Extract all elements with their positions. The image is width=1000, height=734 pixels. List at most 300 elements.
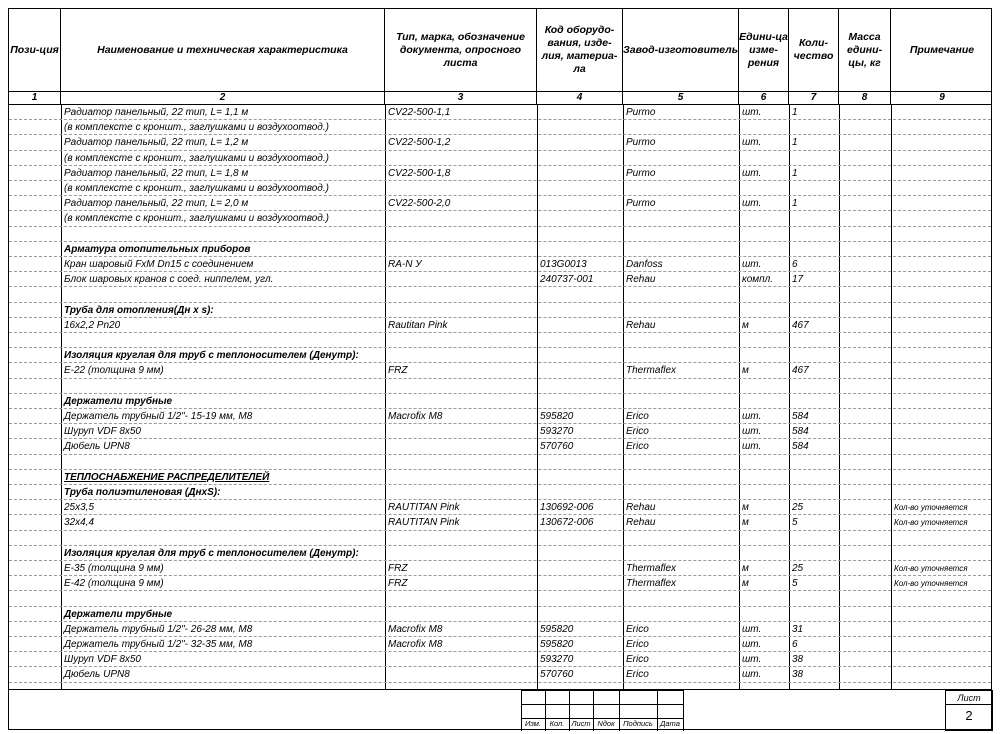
cell-qty: 31	[792, 623, 804, 635]
cell-type	[385, 151, 537, 166]
table-row	[9, 379, 991, 394]
cell-code	[537, 151, 623, 166]
table-row	[9, 120, 991, 135]
cell-unit: м	[742, 578, 749, 590]
cell-qty: 584	[792, 411, 809, 422]
table-row	[9, 470, 991, 485]
cell-code: 570760	[540, 669, 574, 681]
cell-qty: 25	[792, 563, 804, 574]
cell-maker: Rehau	[626, 502, 656, 514]
column-number: 2	[61, 92, 385, 104]
cell-code	[537, 379, 623, 394]
cell-code: 593270	[540, 654, 574, 666]
cell-type: Macrofix M8	[388, 639, 443, 650]
cell-type	[385, 181, 537, 196]
header-name: Наименование и техническая характеристика	[61, 9, 385, 91]
cell-maker	[623, 303, 739, 318]
cell-name: Держатель трубный 1/2"- 32-35 мм, М8	[64, 639, 253, 650]
header-qty: Коли-чество	[789, 9, 839, 91]
cell-maker	[623, 379, 739, 394]
cell-maker	[623, 394, 739, 409]
cell-maker: Erico	[626, 654, 649, 666]
table-row	[9, 166, 991, 181]
cell-code	[537, 607, 623, 622]
cell-maker	[623, 531, 739, 546]
cell-note	[891, 135, 993, 150]
cell-unit	[739, 120, 789, 135]
cell-type: CV22-500-1,8	[388, 167, 451, 179]
cell-qty: 1	[792, 107, 798, 118]
cell-type	[385, 652, 537, 667]
cell-unit: шт.	[742, 107, 762, 118]
cell-qty: 1	[792, 167, 798, 179]
cell-qty	[789, 470, 839, 485]
cell-note	[891, 379, 993, 394]
cell-unit: компл.	[742, 274, 774, 286]
cell-note	[891, 348, 993, 363]
cell-code	[537, 166, 623, 181]
table-row	[9, 439, 991, 454]
cell-maker	[623, 607, 739, 622]
cell-maker: Purmo	[626, 198, 656, 210]
cell-qty	[789, 379, 839, 394]
cell-note	[891, 409, 993, 424]
cell-name: 16x2,2 Pn20	[64, 319, 121, 331]
cell-type	[385, 546, 537, 561]
cell-qty	[789, 333, 839, 348]
column-number: 4	[537, 92, 623, 104]
cell-qty	[789, 531, 839, 546]
table-row	[9, 546, 991, 561]
cell-unit	[739, 394, 789, 409]
cell-note	[891, 652, 993, 667]
cell-qty: 38	[792, 669, 804, 681]
cell-note	[891, 622, 993, 637]
cell-type	[385, 470, 537, 485]
cell-qty	[789, 303, 839, 318]
cell-name: Блок шаровых кранов с соед. ниппелем, угл.	[64, 274, 274, 286]
cell-maker: Danfoss	[626, 259, 663, 270]
cell-maker: Erico	[626, 426, 649, 438]
cell-note	[891, 637, 993, 652]
cell-code	[537, 561, 623, 576]
cell-unit	[739, 546, 789, 561]
table-body	[9, 105, 991, 689]
table-row	[9, 394, 991, 409]
cell-name: Труба для отопления(Дн x s):	[64, 304, 214, 316]
cell-name: Труба полиэтиленовая (ДнхS):	[64, 487, 221, 498]
cell-name: Радиатор панельный, 22 тип, L= 2,0 м	[64, 198, 249, 210]
cell-unit	[739, 333, 789, 348]
cell-name: Дюбель UPN8	[64, 441, 130, 453]
cell-qty: 584	[792, 426, 809, 438]
cell-maker	[623, 181, 739, 196]
cell-maker	[623, 485, 739, 500]
cell-note	[891, 424, 993, 439]
cell-qty: 6	[792, 259, 798, 270]
cell-type: CV22-500-2,0	[388, 198, 451, 210]
cell-name: 25x3,5	[64, 502, 95, 514]
cell-unit: шт.	[742, 411, 762, 422]
table-row	[9, 227, 991, 242]
table-row	[9, 287, 991, 302]
cell-unit: шт.	[742, 167, 762, 179]
cell-type	[385, 120, 537, 135]
cell-code: 595820	[540, 623, 574, 635]
cell-type: Rautitan Pink	[388, 319, 448, 331]
cell-name: Радиатор панельный, 22 тип, L= 1,1 м	[64, 107, 249, 118]
cell-qty: 6	[792, 639, 798, 650]
table-row	[9, 500, 991, 515]
cell-name: Держатели трубные	[64, 608, 173, 620]
column-number: 3	[385, 92, 537, 104]
table-row	[9, 622, 991, 637]
cell-type: RAUTITAN Pink	[388, 517, 460, 529]
cell-maker	[623, 227, 739, 242]
cell-name	[61, 531, 385, 546]
cell-unit	[739, 379, 789, 394]
cell-name: Держатели трубные	[64, 395, 173, 407]
cell-name	[61, 287, 385, 302]
table-row	[9, 135, 991, 150]
table-row	[9, 211, 991, 226]
cell-name: 32x4,4	[64, 517, 95, 529]
cell-qty	[789, 591, 839, 606]
cell-type	[385, 531, 537, 546]
cell-unit: м	[742, 517, 749, 529]
cell-code	[537, 105, 623, 120]
cell-code: 593270	[540, 426, 574, 438]
cell-qty: 5	[792, 578, 798, 590]
sheet-number: 2	[965, 708, 973, 723]
title-block-label: Изм.	[525, 719, 541, 728]
cell-note: Кол-во уточняется	[894, 579, 968, 589]
cell-name: Изоляция круглая для труб с теплоносителем (Денутр):	[64, 350, 359, 362]
cell-code	[537, 333, 623, 348]
cell-maker: Purmo	[626, 107, 656, 118]
cell-type: RAUTITAN Pink	[388, 502, 460, 514]
cell-code	[537, 485, 623, 500]
sheet-label: Лист	[957, 693, 981, 703]
cell-name: Радиатор панельный, 22 тип, L= 1,8 м	[64, 167, 249, 179]
sheet-number-divider	[945, 704, 993, 705]
cell-code	[537, 287, 623, 302]
cell-note	[891, 531, 993, 546]
cell-type	[385, 272, 537, 287]
cell-unit	[739, 531, 789, 546]
cell-name	[61, 333, 385, 348]
cell-type	[385, 379, 537, 394]
cell-unit: шт.	[742, 623, 762, 635]
table-row	[9, 303, 991, 318]
cell-unit	[739, 591, 789, 606]
cell-maker: Erico	[626, 441, 649, 453]
cell-note	[891, 211, 993, 226]
cell-name: Держатель трубный 1/2"- 26-28 мм, М8	[64, 623, 253, 635]
cell-unit	[739, 348, 789, 363]
title-block-label: Подпись	[623, 719, 653, 728]
table-row	[9, 652, 991, 667]
cell-type	[385, 211, 537, 226]
cell-type: FRZ	[388, 365, 408, 377]
table-row	[9, 531, 991, 546]
cell-unit	[739, 607, 789, 622]
cell-qty	[789, 242, 839, 257]
cell-unit: м	[742, 319, 749, 331]
cell-unit	[739, 211, 789, 226]
column-number: 7	[789, 92, 839, 104]
cell-name: Шуруп VDF 8x50	[64, 654, 141, 666]
cell-unit	[739, 303, 789, 318]
cell-qty: 467	[792, 319, 809, 331]
cell-name: Шуруп VDF 8x50	[64, 426, 141, 438]
column-number: 6	[739, 92, 789, 104]
cell-type	[385, 424, 537, 439]
cell-unit: шт.	[742, 639, 762, 650]
header-unit: Едини-ца изме-рения	[739, 9, 789, 91]
header-note: Примечание	[909, 43, 975, 56]
cell-name: (в комплексте с кроншт., заглушками и воздухоотвод.)	[64, 122, 329, 134]
cell-code	[537, 591, 623, 606]
cell-maker	[623, 455, 739, 470]
cell-qty	[789, 485, 839, 500]
cell-unit: м	[742, 563, 749, 574]
cell-unit	[739, 227, 789, 242]
cell-maker	[623, 333, 739, 348]
cell-code	[537, 546, 623, 561]
cell-note	[891, 303, 993, 318]
cell-qty	[789, 151, 839, 166]
cell-unit	[739, 242, 789, 257]
cell-note	[891, 105, 993, 120]
cell-qty	[789, 227, 839, 242]
cell-type: CV22-500-1,2	[388, 137, 451, 149]
cell-qty	[789, 455, 839, 470]
cell-code: 570760	[540, 441, 574, 453]
cell-unit	[739, 151, 789, 166]
cell-name: Радиатор панельный, 22 тип, L= 1,2 м	[64, 137, 249, 149]
title-block-row-line	[521, 704, 683, 705]
cell-name: (в комплексте с кроншт., заглушками и воздухоотвод.)	[64, 213, 329, 225]
cell-name: Держатель трубный 1/2"- 15-19 мм, М8	[64, 411, 253, 422]
cell-note	[891, 196, 993, 211]
cell-code: 240737-001	[540, 274, 594, 286]
cell-qty	[789, 287, 839, 302]
cell-name: ТЕПЛОСНАБЖЕНИЕ РАСПРЕДЕЛИТЕЛЕЙ	[64, 471, 270, 483]
cell-type	[385, 607, 537, 622]
cell-maker	[623, 591, 739, 606]
cell-maker: Rehau	[626, 274, 656, 286]
table-row	[9, 318, 991, 333]
column-number-row	[9, 91, 991, 105]
cell-note	[891, 591, 993, 606]
cell-code	[537, 181, 623, 196]
table-row	[9, 455, 991, 470]
cell-maker: Erico	[626, 623, 649, 635]
cell-qty: 17	[792, 274, 804, 286]
table-row	[9, 348, 991, 363]
cell-type	[385, 485, 537, 500]
cell-note	[891, 667, 993, 682]
cell-note	[891, 333, 993, 348]
cell-note	[891, 439, 993, 454]
cell-note	[891, 151, 993, 166]
cell-note	[891, 181, 993, 196]
table-row	[9, 515, 991, 530]
table-row	[9, 151, 991, 166]
cell-maker: Thermaflex	[626, 578, 677, 590]
cell-name: (в комплексте с кроншт., заглушками и воздухоотвод.)	[64, 152, 329, 164]
cell-code	[537, 394, 623, 409]
cell-type	[385, 348, 537, 363]
cell-qty	[789, 120, 839, 135]
cell-type	[385, 439, 537, 454]
cell-qty: 25	[792, 502, 804, 514]
title-block-label: Nдок	[597, 719, 615, 728]
cell-name	[61, 591, 385, 606]
table-row	[9, 576, 991, 591]
cell-type: FRZ	[388, 563, 408, 574]
cell-note	[891, 120, 993, 135]
table-row	[9, 485, 991, 500]
cell-note	[891, 546, 993, 561]
cell-type	[385, 333, 537, 348]
cell-code	[537, 318, 623, 333]
cell-note	[891, 287, 993, 302]
cell-maker: Erico	[626, 411, 649, 422]
header-code: Код оборудо-вания, изде-лия, материа-ла	[537, 9, 623, 91]
table-row	[9, 333, 991, 348]
title-block-divider	[683, 690, 684, 731]
cell-maker	[623, 348, 739, 363]
table-row	[9, 667, 991, 682]
cell-type	[385, 227, 537, 242]
column-number: 9	[939, 92, 945, 103]
cell-unit: шт.	[742, 426, 762, 438]
cell-name	[61, 379, 385, 394]
table-row	[9, 363, 991, 378]
cell-type: FRZ	[388, 578, 408, 590]
cell-unit: шт.	[742, 654, 762, 666]
cell-note	[891, 272, 993, 287]
cell-unit: м	[742, 502, 749, 514]
cell-unit	[739, 485, 789, 500]
cell-unit: шт.	[742, 259, 762, 270]
cell-maker	[623, 546, 739, 561]
cell-type: RA-N У	[388, 259, 422, 270]
cell-qty: 38	[792, 654, 804, 666]
cell-note	[891, 470, 993, 485]
cell-name	[61, 455, 385, 470]
cell-code	[537, 211, 623, 226]
cell-code	[537, 470, 623, 485]
cell-maker: Thermaflex	[626, 563, 677, 574]
cell-qty	[789, 211, 839, 226]
title-block-label: Лист	[571, 719, 591, 728]
cell-note: Кол-во уточняется	[894, 564, 968, 573]
cell-unit: м	[742, 365, 749, 377]
cell-note	[891, 257, 993, 272]
cell-type: Macrofix M8	[388, 623, 443, 635]
cell-type: CV22-500-1,1	[388, 107, 451, 118]
column-number: 5	[623, 92, 739, 104]
cell-type	[385, 242, 537, 257]
table-row	[9, 105, 991, 120]
cell-qty	[789, 546, 839, 561]
title-block-label: Дата	[660, 719, 680, 728]
cell-unit	[739, 470, 789, 485]
cell-maker	[623, 242, 739, 257]
cell-note	[891, 394, 993, 409]
table-row	[9, 196, 991, 211]
cell-unit	[739, 455, 789, 470]
cell-note: Кол-во уточняется	[894, 503, 968, 513]
cell-qty	[789, 394, 839, 409]
cell-maker	[623, 211, 739, 226]
cell-note	[891, 485, 993, 500]
cell-type	[385, 667, 537, 682]
cell-maker: Rehau	[626, 319, 656, 331]
cell-code	[537, 120, 623, 135]
cell-name	[61, 227, 385, 242]
cell-qty	[789, 348, 839, 363]
cell-code	[537, 455, 623, 470]
table-row	[9, 607, 991, 622]
cell-name: E-22 (толщина 9 мм)	[64, 365, 164, 377]
header-type: Тип, марка, обозначение документа, опросного листа	[385, 9, 537, 91]
cell-name: Изоляция круглая для труб с теплоносителем (Денутр):	[64, 547, 359, 559]
cell-qty	[789, 607, 839, 622]
cell-maker	[623, 287, 739, 302]
cell-name: Кран шаровый FxM Dn15 с соединением	[64, 259, 254, 270]
cell-maker	[623, 470, 739, 485]
cell-name: (в комплексте с кроншт., заглушками и воздухоотвод.)	[64, 183, 329, 194]
cell-type	[385, 591, 537, 606]
header-maker: Завод-изготовитель	[623, 9, 739, 91]
spec-sheet	[8, 8, 992, 730]
table-row	[9, 272, 991, 287]
cell-type	[385, 455, 537, 470]
cell-qty: 584	[792, 441, 809, 453]
cell-note	[891, 607, 993, 622]
cell-code	[537, 303, 623, 318]
title-block-label: Кол.	[549, 719, 565, 728]
cell-note	[891, 318, 993, 333]
header-mass: Масса едини-цы, кг	[839, 9, 891, 91]
cell-maker: Purmo	[626, 137, 656, 149]
cell-name: E-35 (толщина 9 мм)	[64, 563, 164, 574]
cell-note	[891, 242, 993, 257]
table-row	[9, 257, 991, 272]
cell-qty: 5	[792, 517, 798, 529]
table-row	[9, 591, 991, 606]
cell-type: Macrofix M8	[388, 411, 443, 422]
title-block-row-line	[521, 690, 683, 691]
cell-maker	[623, 151, 739, 166]
cell-note	[891, 455, 993, 470]
cell-qty: 1	[792, 198, 798, 210]
cell-code: 013G0013	[540, 259, 587, 270]
column-number: 1	[9, 92, 61, 104]
cell-qty: 467	[792, 365, 809, 377]
cell-code: 130672-006	[540, 517, 594, 529]
cell-code: 595820	[540, 411, 574, 422]
cell-maker: Erico	[626, 639, 649, 650]
cell-code	[537, 531, 623, 546]
cell-maker	[623, 120, 739, 135]
table-row	[9, 637, 991, 652]
table-header	[9, 9, 991, 91]
